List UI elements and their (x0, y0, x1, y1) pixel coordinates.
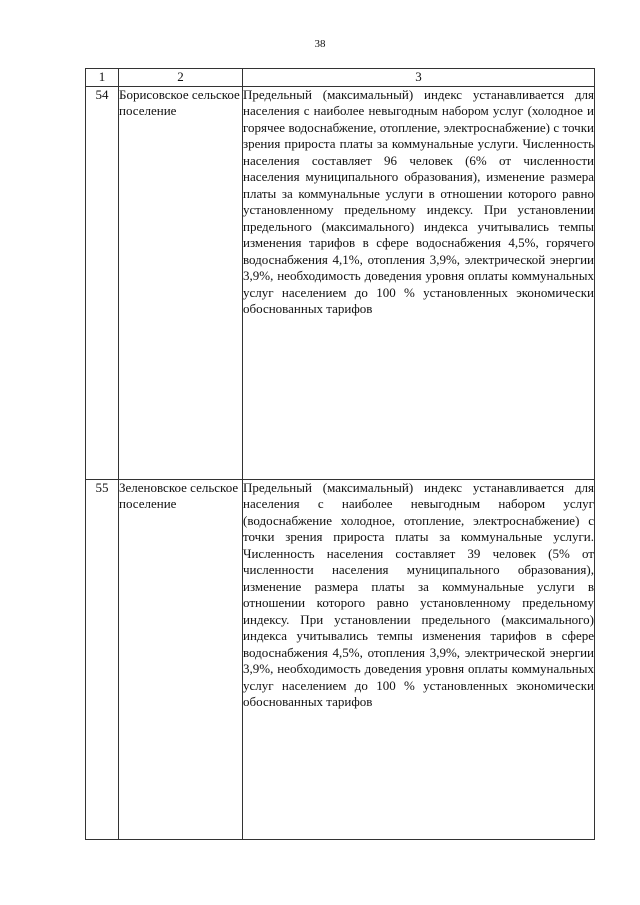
settlement-name: Зеленовское сельское поселение (119, 479, 243, 839)
table-row (86, 86, 595, 479)
page-number: 38 (314, 38, 326, 50)
tariff-index-table (85, 68, 595, 840)
index-description: Предельный (максимальный) индекс устанавливается для населения с наиболее невыгодным набором услуг (холодное и горячее водоснабжение, отопление, электроснабжение) с точки зрения прироста платы за коммунальные услуги. Численность населения составляет 96 человек (6% от численности населения муниципального образования), изменение размера платы за коммунальные услуги в отношении которого равно установленному предельному индексу. При установлении предельного (максимального) индекса учитывались темпы изменения тарифов в сфере водоснабжения 4,5%, горячего водоснабжения 4,1%, отопления 3,9%, электрической энергии 3,9%, необходимость доведения уровня оплаты коммунальных услуг населением до 100 % установленных экономически обоснованных тарифов (243, 86, 595, 479)
column-header-1: 1 (86, 69, 119, 87)
row-number: 55 (86, 479, 119, 839)
row-number: 54 (86, 86, 119, 479)
column-header-3: 3 (243, 69, 595, 87)
index-description: Предельный (максимальный) индекс устанавливается для населения с наиболее невыгодным набором услуг (водоснабжение холодное, отопление, электроснабжение) с точки зрения прироста платы за коммунальные услуги. Численность населения составляет 39 человек (5% от численности населения муниципального образования), изменение размера платы за коммунальные услуги в отношении которого равно установленному предельному индексу. При установлении предельного (максимального) индекса учитывались темпы изменения тарифов в сфере водоснабжения 4,5%, отопления 3,9%, электрической энергии 3,9%, необходимость доведения уровня оплаты коммунальных услуг населением до 100 % установленных экономически обоснованных тарифов (243, 479, 595, 839)
table-header-row (86, 69, 595, 87)
settlement-name: Борисовское сельское поселение (119, 86, 243, 479)
table-row (86, 479, 595, 839)
column-header-2: 2 (119, 69, 243, 87)
